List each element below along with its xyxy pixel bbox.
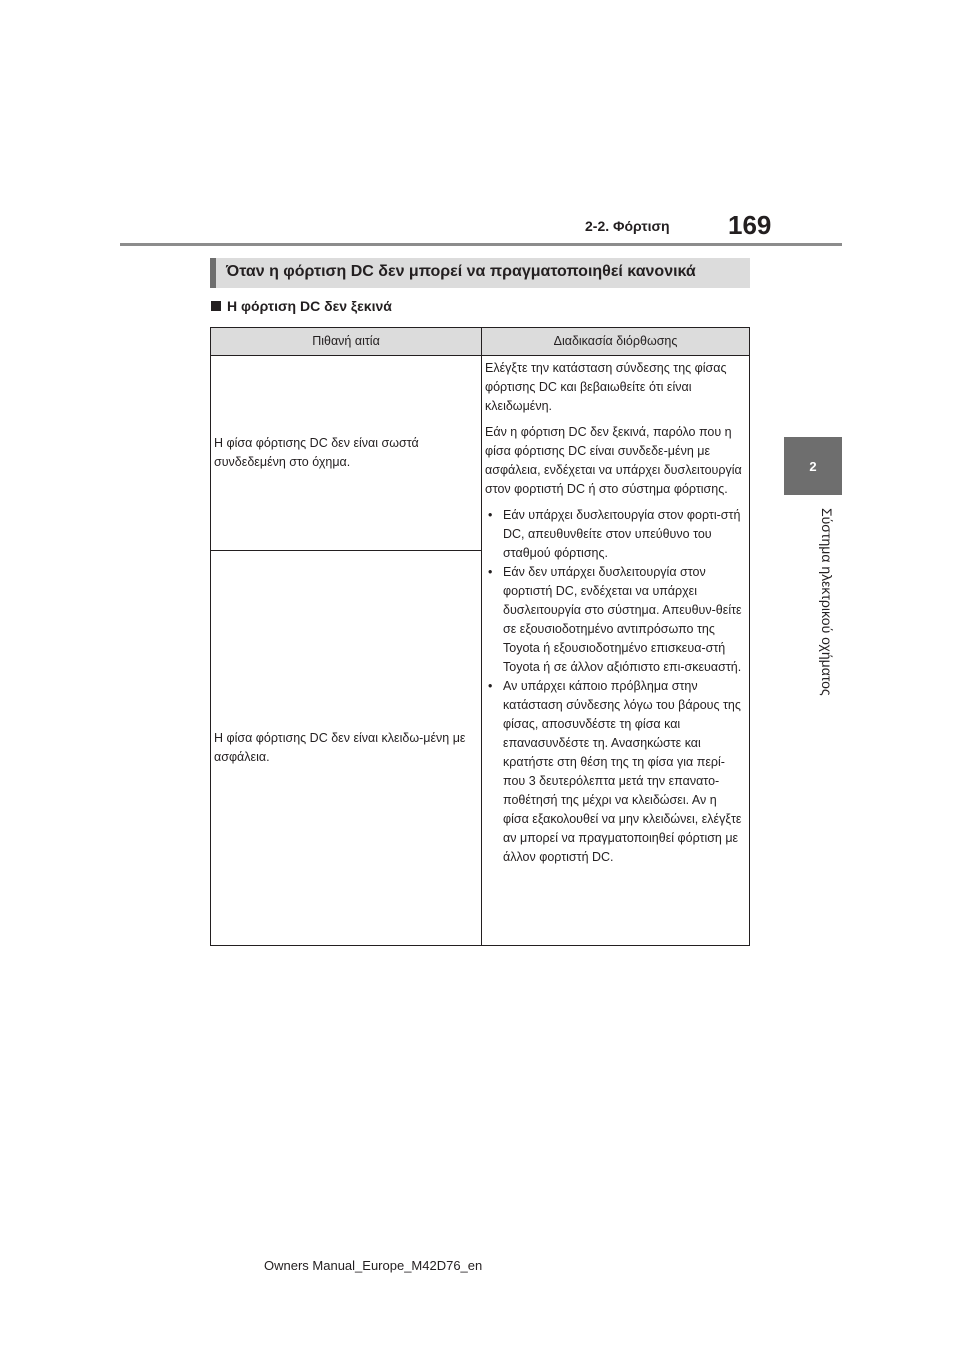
cause-cell: Η φίσα φόρτισης DC δεν είναι κλειδω-μένη με ασφάλεια.	[211, 551, 482, 946]
cause-cell: Η φίσα φόρτισης DC δεν είναι σωστά συνδεδεμένη στο όχημα.	[211, 356, 482, 551]
chapter-side-title: Σύστημα ηλεκτρικού οχήματος	[819, 508, 835, 696]
procedure-list-item: • Εάν δεν υπάρχει δυσλειτουργία στον φορτιστή DC, ενδέχεται να υπάρχει δυσλειτουργία στο σύστημα. Απευθυν-θείτε σε εξουσιοδοτημένο αντιπρόσωπο της Toyota ή εξουσιοδοτημένο επισκευα-στή Toyota ή σε άλλον αξιόπιστο επι-σκευαστή.	[485, 563, 745, 677]
procedure-paragraph: Εάν η φόρτιση DC δεν ξεκινά, παρόλο που η φίσα φόρτισης DC είναι συνδεδε-μένη με ασφάλεια, ενδέχεται να υπάρχει δυσλειτουργία στον φορτιστή DC ή στο σύστημα φόρτισης.	[485, 425, 742, 496]
table-header-cause: Πιθανή αιτία	[211, 328, 482, 356]
footer-manual-id: Owners Manual_Europe_M42D76_en	[264, 1258, 483, 1273]
table-header-row	[211, 328, 750, 356]
square-bullet-icon	[211, 301, 221, 311]
chapter-tab	[784, 437, 842, 495]
table-row	[211, 356, 750, 551]
header-section-title: 2-2. Φόρτιση	[585, 218, 670, 234]
table-header-procedure: Διαδικασία διόρθωσης	[482, 328, 750, 356]
section-title: Όταν η φόρτιση DC δεν μπορεί να πραγματοποιηθεί κανονικά	[226, 263, 696, 280]
procedure-list	[485, 506, 745, 867]
troubleshooting-table	[210, 327, 750, 946]
subheading-text: Η φόρτιση DC δεν ξεκινά	[227, 298, 392, 314]
subheading	[211, 298, 392, 314]
section-title-bar	[210, 258, 750, 288]
section-title-accent	[210, 258, 216, 288]
procedure-cell	[482, 356, 750, 946]
procedure-list-item: • Εάν υπάρχει δυσλειτουργία στον φορτι-στή DC, απευθυνθείτε στον υπεύθυνο του σταθμού φόρτισης.	[485, 506, 745, 563]
header-divider	[120, 243, 842, 246]
chapter-tab-number: 2	[809, 458, 817, 474]
page-number: 169	[728, 210, 772, 240]
procedure-paragraph: Ελέγξτε την κατάσταση σύνδεσης της φίσας φόρτισης DC και βεβαιωθείτε ότι είναι κλειδωμένη.	[485, 361, 727, 413]
procedure-list-item: • Αν υπάρχει κάποιο πρόβλημα στην κατάσταση σύνδεσης λόγω του βάρους της φίσας, αποσυνδέστε τη φίσα και επανασυνδέστε τη. Ανασηκώστε και κρατήστε στη θέση της τη φίσα για περί-που 3 δευτερόλεπτα μετά την επανατο-ποθέτησή της μέχρι να κλειδώσει. Αν η φίσα εξακολουθεί να μην κλειδώνει, ελέγξτε αν μπορεί να πραγματοποιηθεί φόρτιση με άλλον φορτιστή DC.	[485, 677, 745, 867]
